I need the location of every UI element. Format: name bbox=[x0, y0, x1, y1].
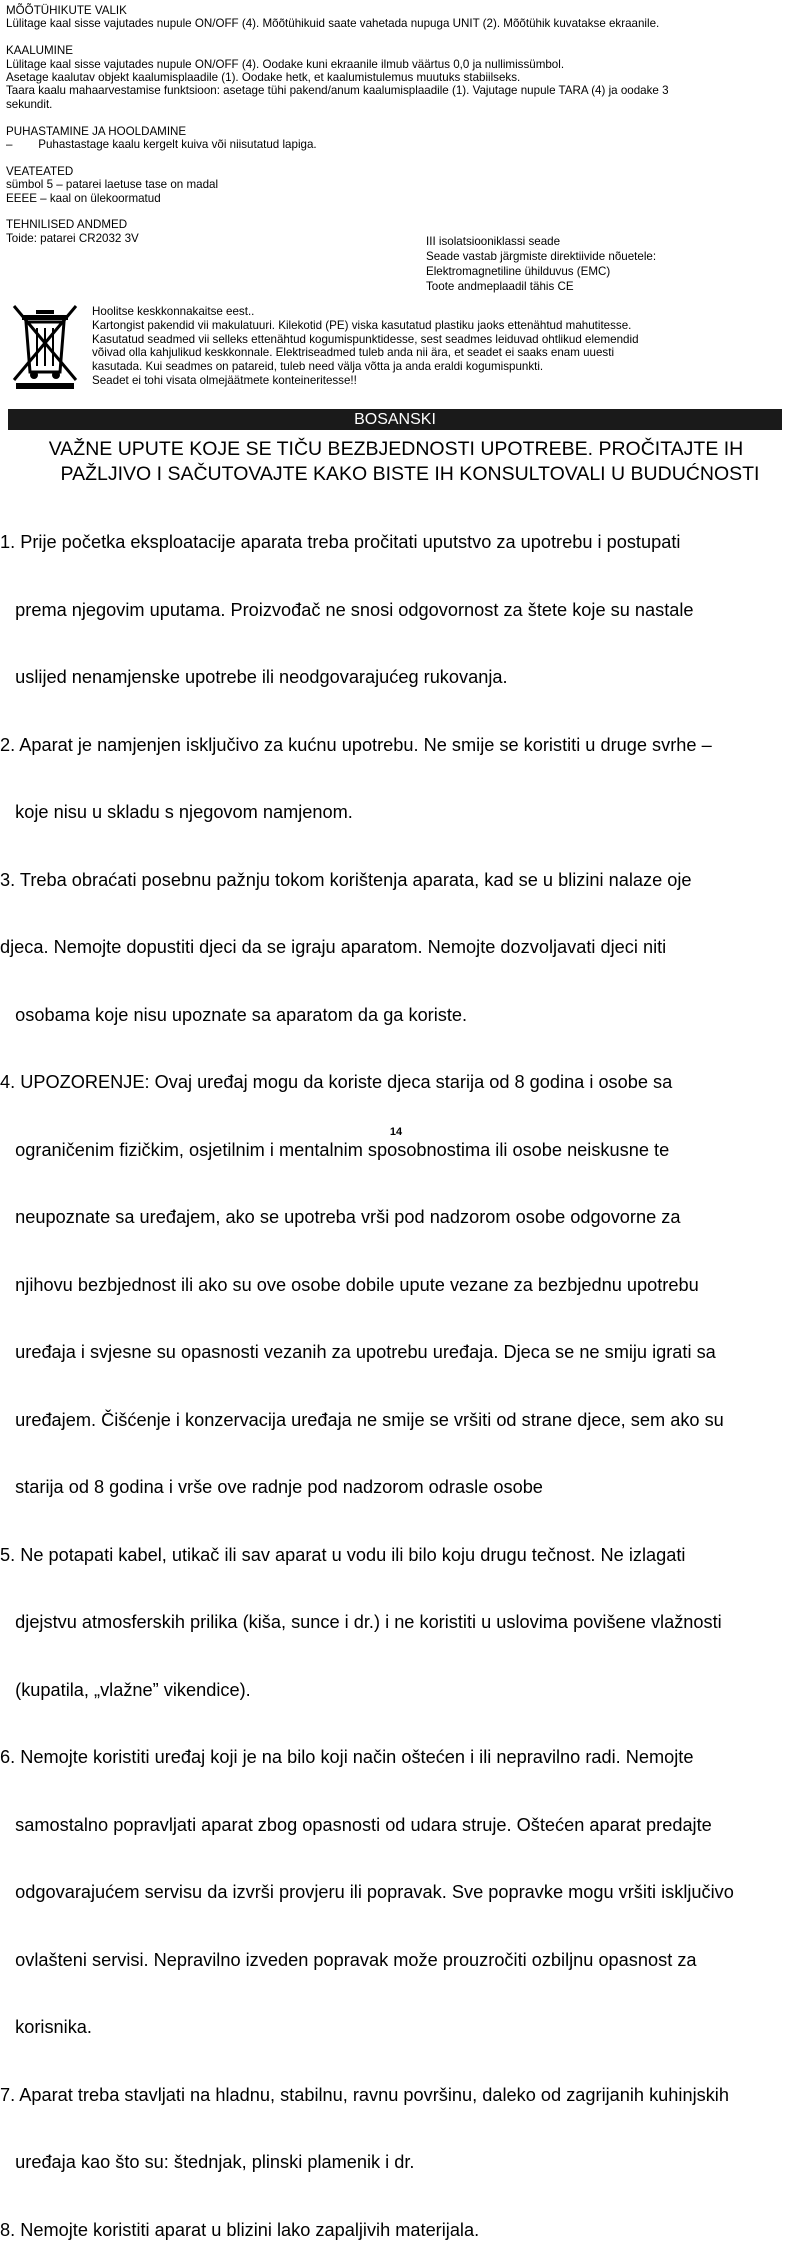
line: Taara kaalu mahaarvestamise funktsioon: asetage tühi pakend/anum kaalumisplaadile (1). Vajutage nupule TARA (4) ja oodake 3 bbox=[6, 84, 669, 98]
language-banner: BOSANSKI bbox=[8, 409, 782, 430]
list-item: ograničenim fizičkim, osjetilnim i mentalnim sposobnostima ili osobe neiskusne te bbox=[0, 1139, 670, 1160]
line: KAALUMINE bbox=[6, 44, 74, 58]
crossed-out-bin-icon bbox=[10, 302, 80, 390]
line: Seadet ei tohi visata olmejäätmete konteineritesse!! bbox=[92, 373, 357, 387]
list-item: (kupatila, „vlažne” vikendice). bbox=[0, 1679, 251, 1700]
list-item: prema njegovim uputama. Proizvođač ne snosi odgovornost za štete koje su nastale bbox=[0, 599, 694, 620]
line: Hoolitse keskkonnakaitse eest.. bbox=[92, 305, 255, 318]
heading-line: PAŽLJIVO I SAČUTOVAJTE KAKO BISTE IH KONSULTOVALI U BUDUĆNOSTI bbox=[60, 463, 760, 485]
list-item: ovlašteni servisi. Nepravilno izveden popravak može prouzročiti ozbiljnu opasnost za bbox=[0, 1949, 697, 1970]
line: kasutada. Kui seadmes on patareid, tuleb need välja võtta ja anda eraldi kogumispunkti. bbox=[92, 360, 544, 374]
list-item: neupoznate sa uređajem, ako se upotreba vrši pod nadzorom osobe odgovorne za bbox=[0, 1207, 681, 1227]
line: TEHNILISED ANDMED bbox=[6, 218, 128, 232]
line: EEEE – kaal on ülekoormatud bbox=[6, 191, 161, 205]
list-item: 8. Nemojte koristiti aparat u blizini lako zapaljivih materijala. bbox=[0, 2219, 480, 2240]
list-item: odgovarajućem servisu da izvrši provjeru ili popravak. Sve popravke mogu vršiti isključivo bbox=[0, 1882, 734, 1902]
line: VEATEATED bbox=[6, 164, 74, 178]
list-item: koje nisu u skladu s njegovom namjenom. bbox=[0, 802, 353, 822]
list-item: 2. Aparat je namjenjen isključivo za kućnu upotrebu. Ne smije se koristiti u druge svrhe – bbox=[0, 734, 712, 755]
list-item: 7. Aparat treba stavljati na hladnu, stabilnu, ravnu površinu, daleko od zagrijanih kuhinjskih bbox=[0, 2084, 729, 2105]
line: sekundit. bbox=[6, 97, 53, 111]
list-item: uređaja kao što su: štednjak, plinski plamenik i dr. bbox=[0, 2152, 415, 2172]
list-item: samostalno popravljati aparat zbog opasnosti od udara struje. Oštećen aparat predajte bbox=[0, 1814, 712, 1835]
list-item: osobama koje nisu upoznate sa aparatom da ga koriste. bbox=[0, 1004, 468, 1025]
list-item: korisnika. bbox=[0, 2017, 92, 2037]
list-item: 3. Treba obraćati posebnu pažnju tokom korištenja aparata, kad se u blizini nalaze oje bbox=[0, 869, 692, 890]
safety-instructions-list bbox=[0, 486, 734, 2264]
line bbox=[6, 111, 669, 124]
line: Kartongist pakendid vii makulatuuri. Kilekotid (PE) viska kasutatud plastiku jaoks ettenähtud mahutitesse. bbox=[92, 318, 632, 332]
list-item: uređajem. Čišćenje i konzervacija uređaja ne smije se vršiti od strane djece, sem ako su bbox=[0, 1409, 724, 1430]
line: III isolatsiooniklassi seade bbox=[426, 235, 561, 248]
line: Lülitage kaal sisse vajutades nupule ON/OFF (4). Mõõtühikuid saate vahetada nupuga UNIT (2). Mõõtühik kuvatakse ekraanile. bbox=[6, 17, 660, 31]
line: Elektromagnetiline ühilduvus (EMC) bbox=[426, 265, 611, 278]
estonian-instructions bbox=[6, 4, 669, 245]
list-item: djeca. Nemojte dopustiti djeci da se igraju aparatom. Nemojte dozvoljavati djeci niti bbox=[0, 937, 667, 957]
page-number: 14 bbox=[389, 1126, 403, 1138]
line: Seade vastab järgmiste direktiivide nõuetele: bbox=[426, 250, 657, 263]
device-info bbox=[426, 234, 656, 294]
list-item: 5. Ne potapati kabel, utikač ili sav aparat u vodu ili bilo koju drugu tečnost. Ne izlagati bbox=[0, 1544, 686, 1565]
line: võivad olla kahjulikud keskkonnale. Elektriseadmed tuleb anda nii ära, et seadet ei saaks enam uuesti bbox=[92, 346, 615, 360]
line: Kasutatud seadmed vii selleks ettenähtud kogumispunktidesse, sest seadmes leiduvad ohtlikud elemendid bbox=[92, 332, 639, 346]
line bbox=[6, 151, 669, 164]
list-item: uređaja i svjesne su opasnosti vezanih za upotrebu uređaja. Djeca se ne smiju igrati sa bbox=[0, 1342, 716, 1362]
line bbox=[6, 205, 669, 218]
list-item: starija od 8 godina i vrše ove radnje pod nadzorom odrasle osobe bbox=[0, 1477, 543, 1497]
line: Lülitage kaal sisse vajutades nupule ON/OFF (4). Oodake kuni ekraanile ilmub väärtus 0,0 ja nullimissümbol. bbox=[6, 57, 565, 71]
line: sümbol 5 – patarei laetuse tase on madal bbox=[6, 178, 219, 192]
list-item: 6. Nemojte koristiti uređaj koji je na bilo koji način oštećen i ili nepravilno radi. Nemojte bbox=[0, 1747, 694, 1767]
line: Toote andmeplaadil tähis CE bbox=[426, 280, 574, 293]
safety-heading bbox=[0, 437, 792, 487]
recycling-notice bbox=[92, 305, 639, 388]
heading-line: VAŽNE UPUTE KOJE SE TIČU BEZBJEDNOSTI UPOTREBE. PROČITAJTE IH bbox=[48, 438, 744, 460]
line: PUHASTAMINE JA HOOLDAMINE bbox=[6, 124, 187, 138]
line: Toide: patarei CR2032 3V bbox=[6, 231, 139, 245]
line: – Puhastastage kaalu kergelt kuiva või niisutatud lapiga. bbox=[6, 138, 317, 152]
list-item: 4. UPOZORENJE: Ovaj uređaj mogu da koriste djeca starija od 8 godina i osobe sa bbox=[0, 1072, 673, 1092]
list-item: uslijed nenamjenske upotrebe ili neodgovarajućeg rukovanja. bbox=[0, 667, 508, 687]
list-item: djejstvu atmosferskih prilika (kiša, sunce i dr.) i ne koristiti u uslovima povišene vlažnosti bbox=[0, 1612, 722, 1632]
line: Asetage kaalutav objekt kaalumisplaadile (1). Oodake hetk, et kaalumistulemus muutuks stabiilseks. bbox=[6, 71, 521, 85]
list-item: njihovu bezbjednost ili ako su ove osobe dobile upute vezane za bezbjednu upotrebu bbox=[0, 1274, 699, 1295]
line: MÕÕTÜHIKUTE VALIK bbox=[6, 4, 127, 17]
line bbox=[6, 31, 669, 44]
list-item: 1. Prije početka eksploatacije aparata treba pročitati uputstvo za upotrebu i postupati bbox=[0, 532, 681, 552]
